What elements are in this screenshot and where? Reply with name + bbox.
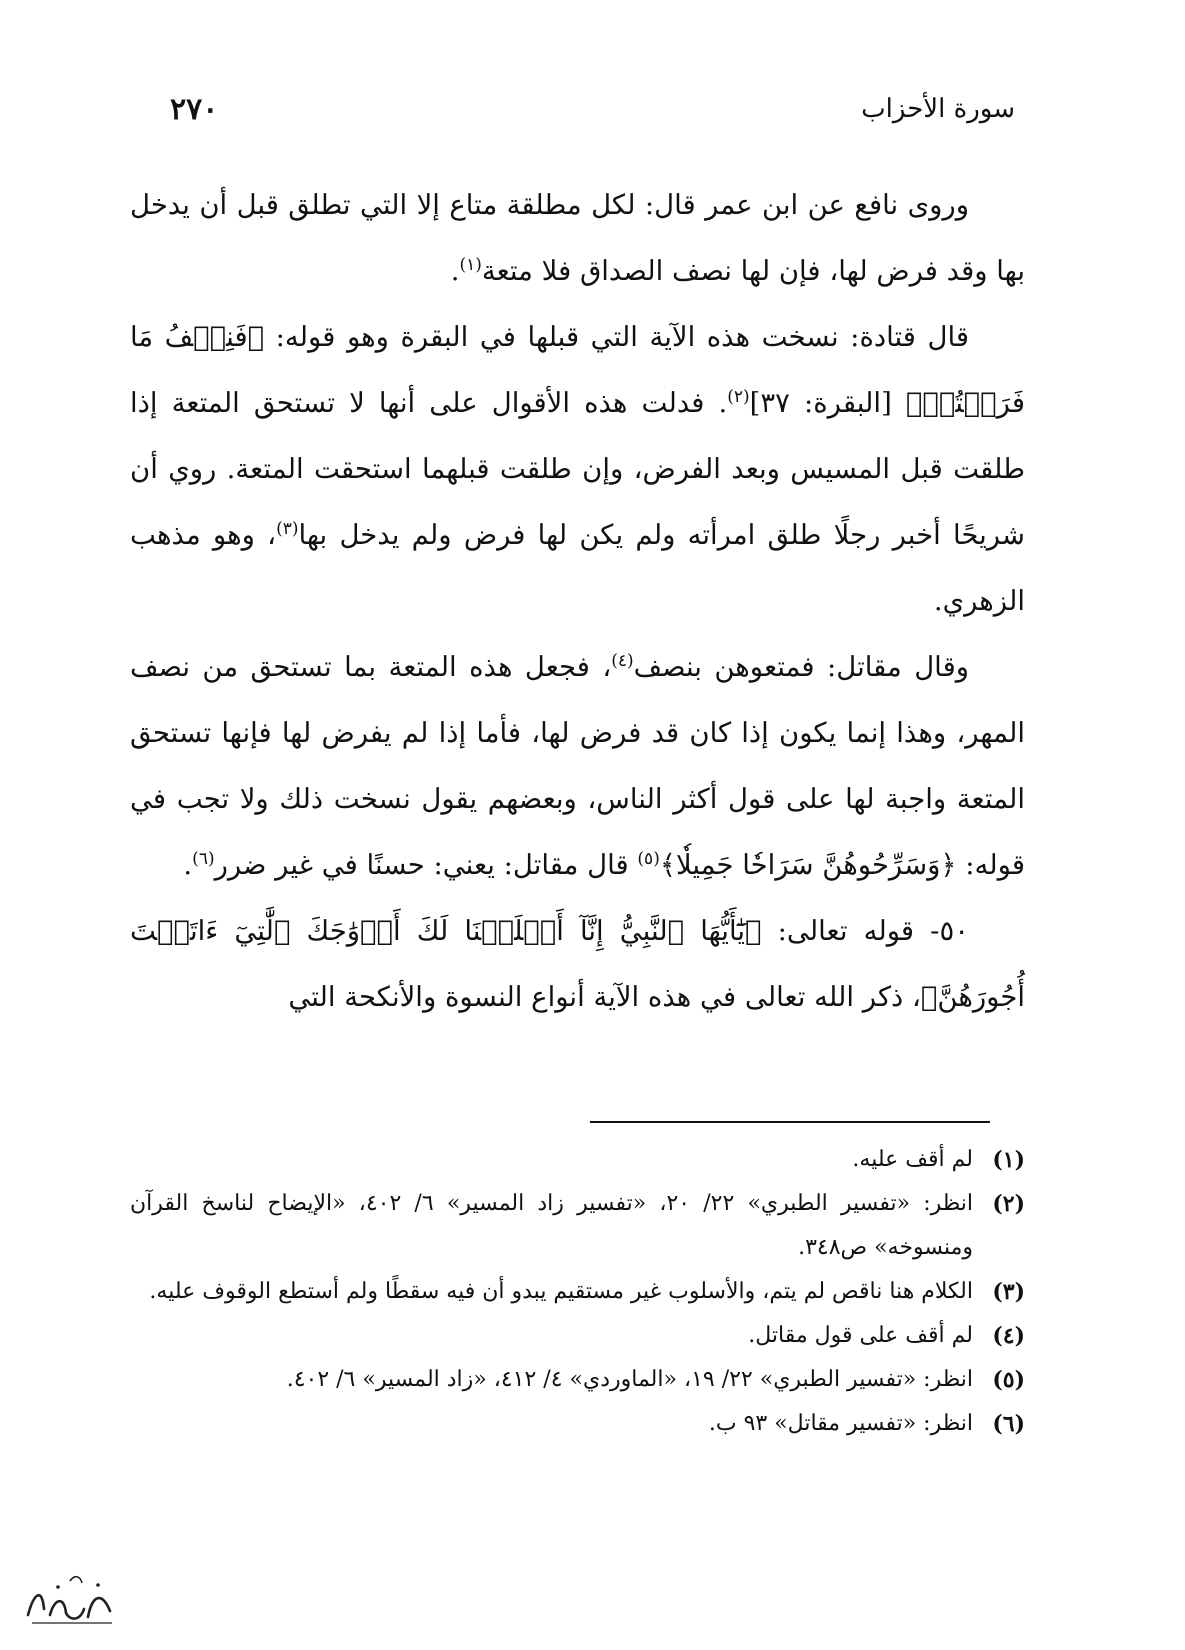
footnote-divider bbox=[590, 1121, 990, 1123]
footnote-reference: (٦) bbox=[192, 848, 215, 869]
page-number: ٢٧٠ bbox=[170, 92, 219, 127]
library-logo bbox=[20, 1565, 120, 1635]
text-run: ، ذكر الله تعالى في هذه الآية أنواع النسوة والأنكحة التي bbox=[288, 981, 921, 1013]
surah-title: سورة الأحزاب bbox=[861, 94, 1015, 124]
text-run: [البقرة: ٣٧] bbox=[749, 387, 906, 419]
footnote-text: انظر: «تفسير مقاتل» ٩٣ ب. bbox=[708, 1411, 973, 1436]
footnote-text: لم أقف على قول مقاتل. bbox=[748, 1323, 973, 1348]
main-text bbox=[130, 172, 1025, 1030]
text-run: قال قتادة: نسخت هذه الآية التي قبلها في البقرة وهو قوله: bbox=[264, 321, 969, 353]
text-run: ، وهو مذهب الزهري. bbox=[130, 519, 1025, 617]
body-paragraph bbox=[130, 898, 1025, 1030]
footnote bbox=[130, 1270, 1025, 1314]
text-run: ٥٠- قوله تعالى: bbox=[761, 915, 969, 947]
footnote-text: انظر: «تفسير الطبري» ٢٢/ ١٩، «الماوردي» ٤/ ٤١٢، «زاد المسير» ٦/ ٤٠٢. bbox=[286, 1367, 973, 1392]
footnote-text: الكلام هنا ناقص لم يتم، والأسلوب غير مستقيم يبدو أن فيه سقطًا ولم أستطع الوقوف عليه. bbox=[149, 1279, 973, 1304]
footnote-number: (٣) bbox=[992, 1279, 1025, 1305]
footnote-number: (٦) bbox=[992, 1411, 1025, 1437]
footnote bbox=[130, 1138, 1025, 1182]
running-head bbox=[170, 92, 1015, 142]
text-run: وقال مقاتل: فمتعوهن بنصف bbox=[633, 651, 969, 683]
quran-quote: ﴿وَسَرِّحُوهُنَّ سَرَاحٗا جَمِيلٗا﴾ bbox=[659, 849, 957, 881]
footnote-reference: (٤) bbox=[611, 650, 634, 671]
footnote-text: لم أقف عليه. bbox=[852, 1147, 973, 1172]
footnote-reference: (١) bbox=[459, 254, 482, 275]
text-run: قال مقاتل: يعني: حسنًا في غير ضرر bbox=[214, 849, 638, 881]
footnote-number: (٤) bbox=[992, 1323, 1025, 1349]
footnote-number: (١) bbox=[992, 1147, 1025, 1173]
text-run: . فدلت هذه الأقوال على أنها لا تستحق المتعة إذا طلقت قبل المسيس وبعد الفرض، وإن طلقت قبلهما استحقت المتعة. روي أن شريحًا أخبر رجلًا طلق امرأته ولم يكن لها فرض ولم يدخل بها bbox=[130, 387, 1025, 551]
footnote-number: (٢) bbox=[992, 1191, 1025, 1217]
footnote bbox=[130, 1402, 1025, 1446]
quran-quote: ﴿يَٰٓأَيُّهَا ٱلنَّبِيُّ إِنَّآ أَحۡلَلۡنَا لَكَ أَزۡوَٰجَكَ ٱلَّٰتِيٓ ءَاتَيۡتَ أُجُورَهُنَّ﴾ bbox=[130, 915, 1025, 1013]
footnotes bbox=[130, 1138, 1025, 1446]
text-run: . bbox=[183, 849, 193, 881]
footnote-reference: (٥) bbox=[637, 848, 660, 869]
footnote bbox=[130, 1314, 1025, 1358]
body-paragraph bbox=[130, 304, 1025, 634]
body-paragraph bbox=[130, 172, 1025, 304]
footnote-reference: (٣) bbox=[276, 518, 299, 539]
body-paragraph bbox=[130, 634, 1025, 898]
text-run: وروى نافع عن ابن عمر قال: لكل مطلقة متاع إلا التي تطلق قبل أن يدخل بها وقد فرض لها، فإن لها نصف الصداق فلا متعة bbox=[130, 189, 1025, 287]
footnote-number: (٥) bbox=[992, 1367, 1025, 1393]
quran-quote: ﴿فَنِصۡفُ مَا فَرَضۡتُمۡ﴾ bbox=[130, 321, 1025, 419]
footnote bbox=[130, 1182, 1025, 1270]
footnote-reference: (٢) bbox=[727, 386, 750, 407]
footnote bbox=[130, 1358, 1025, 1402]
text-run: ، فجعل هذه المتعة بما تستحق من نصف المهر، وهذا إنما يكون إذا كان قد فرض لها، فأما إذا لم يفرض لها فإنها تستحق المتعة واجبة لها على قول أكثر الناس، وبعضهم يقول نسخت ذلك ولا تجب في قوله: bbox=[130, 651, 1025, 881]
text-run: . bbox=[450, 255, 460, 287]
footnote-text: انظر: «تفسير الطبري» ٢٢/ ٢٠، «تفسير زاد المسير» ٦/ ٤٠٢، «الإيضاح لناسخ القرآن ومنسوخه» ص٣٤٨. bbox=[130, 1191, 974, 1260]
